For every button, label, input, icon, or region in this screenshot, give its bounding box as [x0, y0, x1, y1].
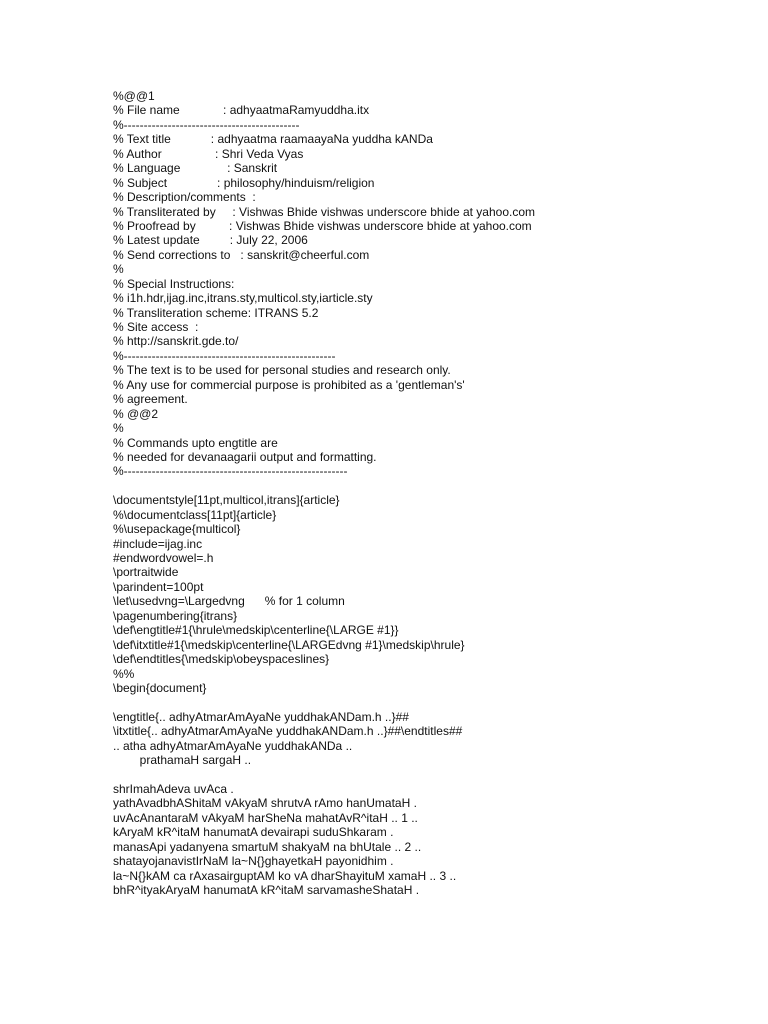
text-line: % File name : adhyaatmaRamyuddha.itx [113, 103, 370, 118]
text-line: yathAvadbhAShitaM vAkyaM shrutvA rAmo hanUmataH . [113, 796, 417, 811]
text-line: \begin{document} [113, 680, 207, 695]
text-line: la~N{}kAM ca rAxasairguptAM ko vA dharShayituM xamaH .. 3 .. [113, 868, 457, 883]
text-line: \pagenumbering{itrans} [113, 608, 238, 623]
text-line: #endwordvowel=.h [113, 551, 214, 565]
text-line: bhR^ityakAryaM hanumatA kR^itaM sarvamasheShataH . [113, 883, 420, 898]
text-line: shatayojanavistIrNaM la~N{}ghayetkaH payonidhim . [113, 854, 394, 869]
text-line: \portraitwide [113, 565, 179, 580]
text-line: \def\endtitles{\medskip\obeyspaceslines} [113, 652, 330, 667]
text-line: % Transliteration scheme: ITRANS 5.2 [113, 305, 319, 320]
text-line: % Commands upto engtitle are [113, 435, 278, 450]
text-line: manasApi yadanyena smartuM shakyaM na bhUtale .. 2 .. [113, 839, 422, 854]
text-line: \parindent=100pt [113, 579, 204, 594]
text-line: %----------------------------------------------------- [113, 348, 336, 363]
text-line: % Send corrections to : sanskrit@cheerful.com [113, 247, 370, 262]
text-line: % Description/comments : [113, 190, 256, 205]
text-line: % Latest update : July 22, 2006 [113, 233, 308, 248]
text-line: % @@2 [113, 406, 159, 421]
text-line: % i1h.hdr,ijag.inc,itrans.sty,multicol.sty,iarticle.sty [113, 291, 373, 306]
text-line: \documentstyle[11pt,multicol,itrans]{article} [113, 493, 340, 508]
text-line: \def\itxtitle#1{\medskip\centerline{\LARGEdvng #1}\medskip\hrule} [113, 637, 465, 652]
text-line: \itxtitle{.. adhyAtmarAmAyaNe yuddhakANDam.h ..}##\endtitles## [113, 724, 463, 739]
text-line: % Site access : [113, 320, 199, 334]
text-line: .. atha adhyAtmarAmAyaNe yuddhakANDa .. [113, 738, 353, 753]
text-line: %\usepackage{multicol} [113, 522, 241, 537]
text-line [113, 768, 733, 782]
text-line: % The text is to be used for personal studies and research only. [113, 363, 451, 378]
document-text [113, 89, 733, 898]
text-line: %% [113, 666, 135, 681]
text-line: %\documentclass[11pt]{article} [113, 507, 277, 522]
text-line: % Transliterated by : Vishwas Bhide vishwas underscore bhide at yahoo.com [113, 204, 535, 219]
text-line: % agreement. [113, 392, 188, 407]
text-line: % [113, 421, 124, 436]
text-line: % [113, 262, 124, 277]
text-line: % Text title : adhyaatma raamaayaNa yuddha kANDa [113, 132, 433, 147]
text-line: %-------------------------------------------------------- [113, 464, 348, 479]
text-line: uvAcAnantaraM vAkyaM harSheNa mahatAvR^itaH .. 1 .. [113, 810, 418, 825]
text-line: \let\usedvng=\Largedvng % for 1 column [113, 594, 345, 609]
text-line: \def\engtitle#1{\hrule\medskip\centerline{\LARGE #1}} [113, 623, 399, 638]
text-line: % needed for devanaagarii output and formatting. [113, 449, 377, 464]
text-line: % Author : Shri Veda Vyas [113, 146, 304, 161]
text-line: \engtitle{.. adhyAtmarAmAyaNe yuddhakANDam.h ..}## [113, 709, 409, 724]
text-line: % Subject : philosophy/hinduism/religion [113, 175, 375, 190]
text-line [113, 695, 733, 709]
text-line: kAryaM kR^itaM hanumatA devairapi suduShkaram . [113, 825, 394, 840]
text-line: % Proofread by : Vishwas Bhide vishwas underscore bhide at yahoo.com [113, 218, 532, 233]
text-line: % http://sanskrit.gde.to/ [113, 334, 239, 349]
text-line: % Language : Sanskrit [113, 161, 278, 176]
text-line: shrImahAdeva uvAca . [113, 782, 234, 796]
text-line: %@@1 [113, 89, 155, 103]
text-line: % Any use for commercial purpose is prohibited as a 'gentleman's' [113, 377, 465, 392]
text-line: #include=ijag.inc [113, 536, 203, 551]
text-line: prathamaH sargaH .. [113, 753, 252, 768]
text-line: %-------------------------------------------- [113, 117, 300, 132]
text-line [113, 479, 733, 493]
text-line: % Special Instructions: [113, 276, 235, 291]
